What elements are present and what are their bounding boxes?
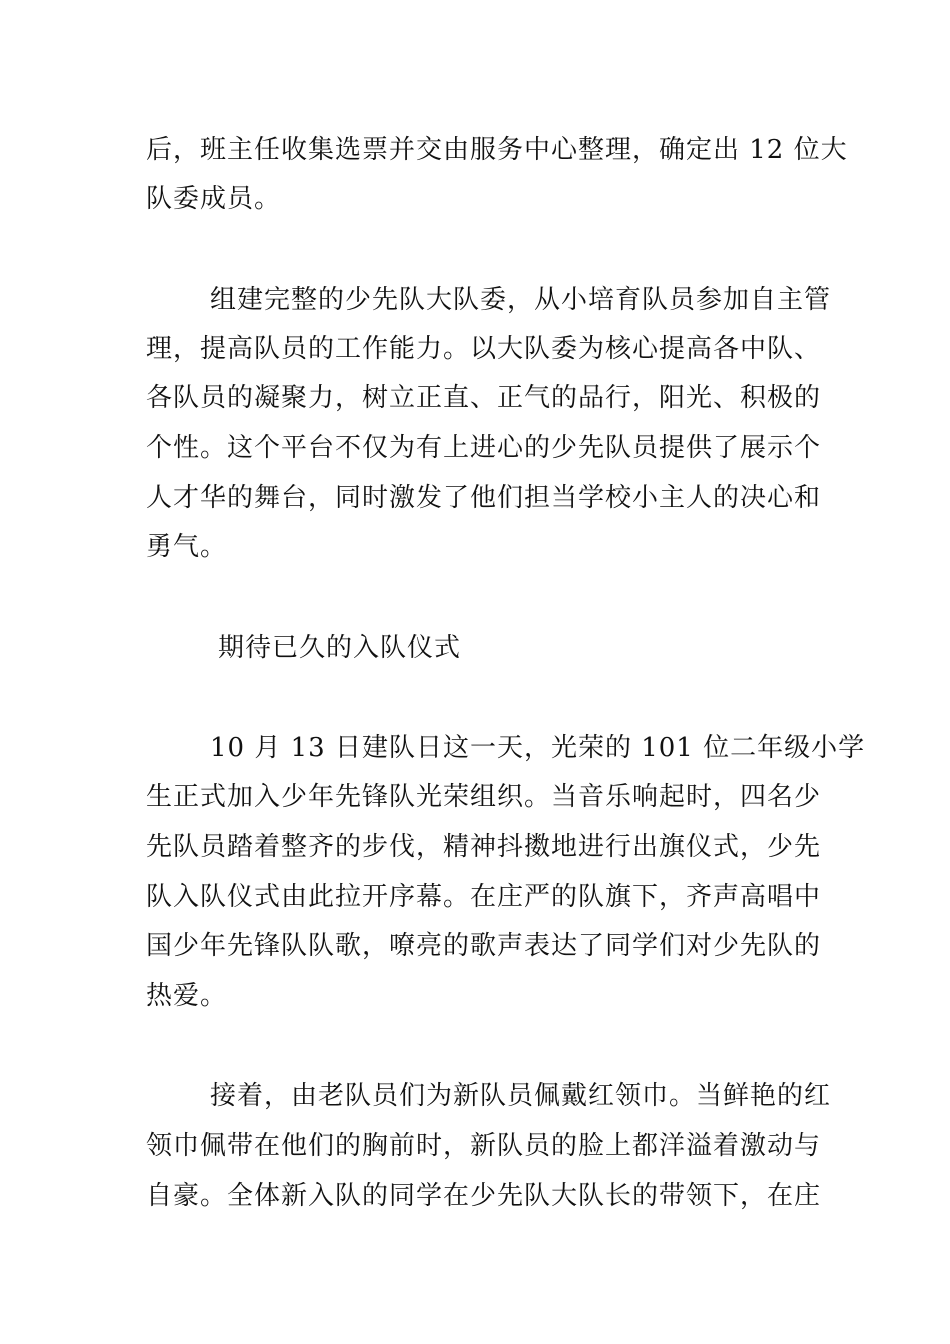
paragraph-line: 个性。这个平台不仅为有上进心的少先队员提供了展示个	[146, 433, 822, 463]
paragraph-line: 组建完整的少先队大队委，从小培育队员参加自主管	[210, 285, 832, 315]
paragraph-line: 热爱。	[146, 981, 228, 1011]
paragraph-line: 生正式加入少年先锋队光荣组织。当音乐响起时，四名少	[146, 782, 822, 812]
paragraph-line: 队入队仪式由此拉开序幕。在庄严的队旗下，齐声高唱中	[146, 882, 822, 912]
paragraph-line: 勇气。	[146, 532, 228, 562]
paragraph-line: 后，班主任收集选票并交由服务中心整理，确定出 12 位大	[146, 135, 848, 165]
paragraph-line: 先队员踏着整齐的步伐，精神抖擞地进行出旗仪式，少先	[146, 832, 822, 862]
paragraph-line: 理，提高队员的工作能力。以大队委为核心提高各中队、	[146, 334, 822, 364]
paragraph-line: 国少年先锋队队歌，嘹亮的歌声表达了同学们对少先队的	[146, 931, 822, 961]
section-heading: 期待已久的入队仪式	[218, 633, 462, 663]
paragraph-line: 自豪。全体新入队的同学在少先队大队长的带领下，在庄	[146, 1181, 822, 1211]
paragraph-line: 领巾佩带在他们的胸前时，新队员的脸上都洋溢着激动与	[146, 1131, 822, 1161]
paragraph-line: 队委成员。	[146, 184, 282, 214]
paragraph-line: 人才华的舞台，同时激发了他们担当学校小主人的决心和	[146, 483, 822, 513]
paragraph-line: 各队员的凝聚力，树立正直、正气的品行，阳光、积极的	[146, 383, 822, 413]
paragraph-line: 接着，由老队员们为新队员佩戴红领巾。当鲜艳的红	[210, 1081, 832, 1111]
paragraph-line: 10 月 13 日建队日这一天，光荣的 101 位二年级小学	[210, 733, 866, 763]
